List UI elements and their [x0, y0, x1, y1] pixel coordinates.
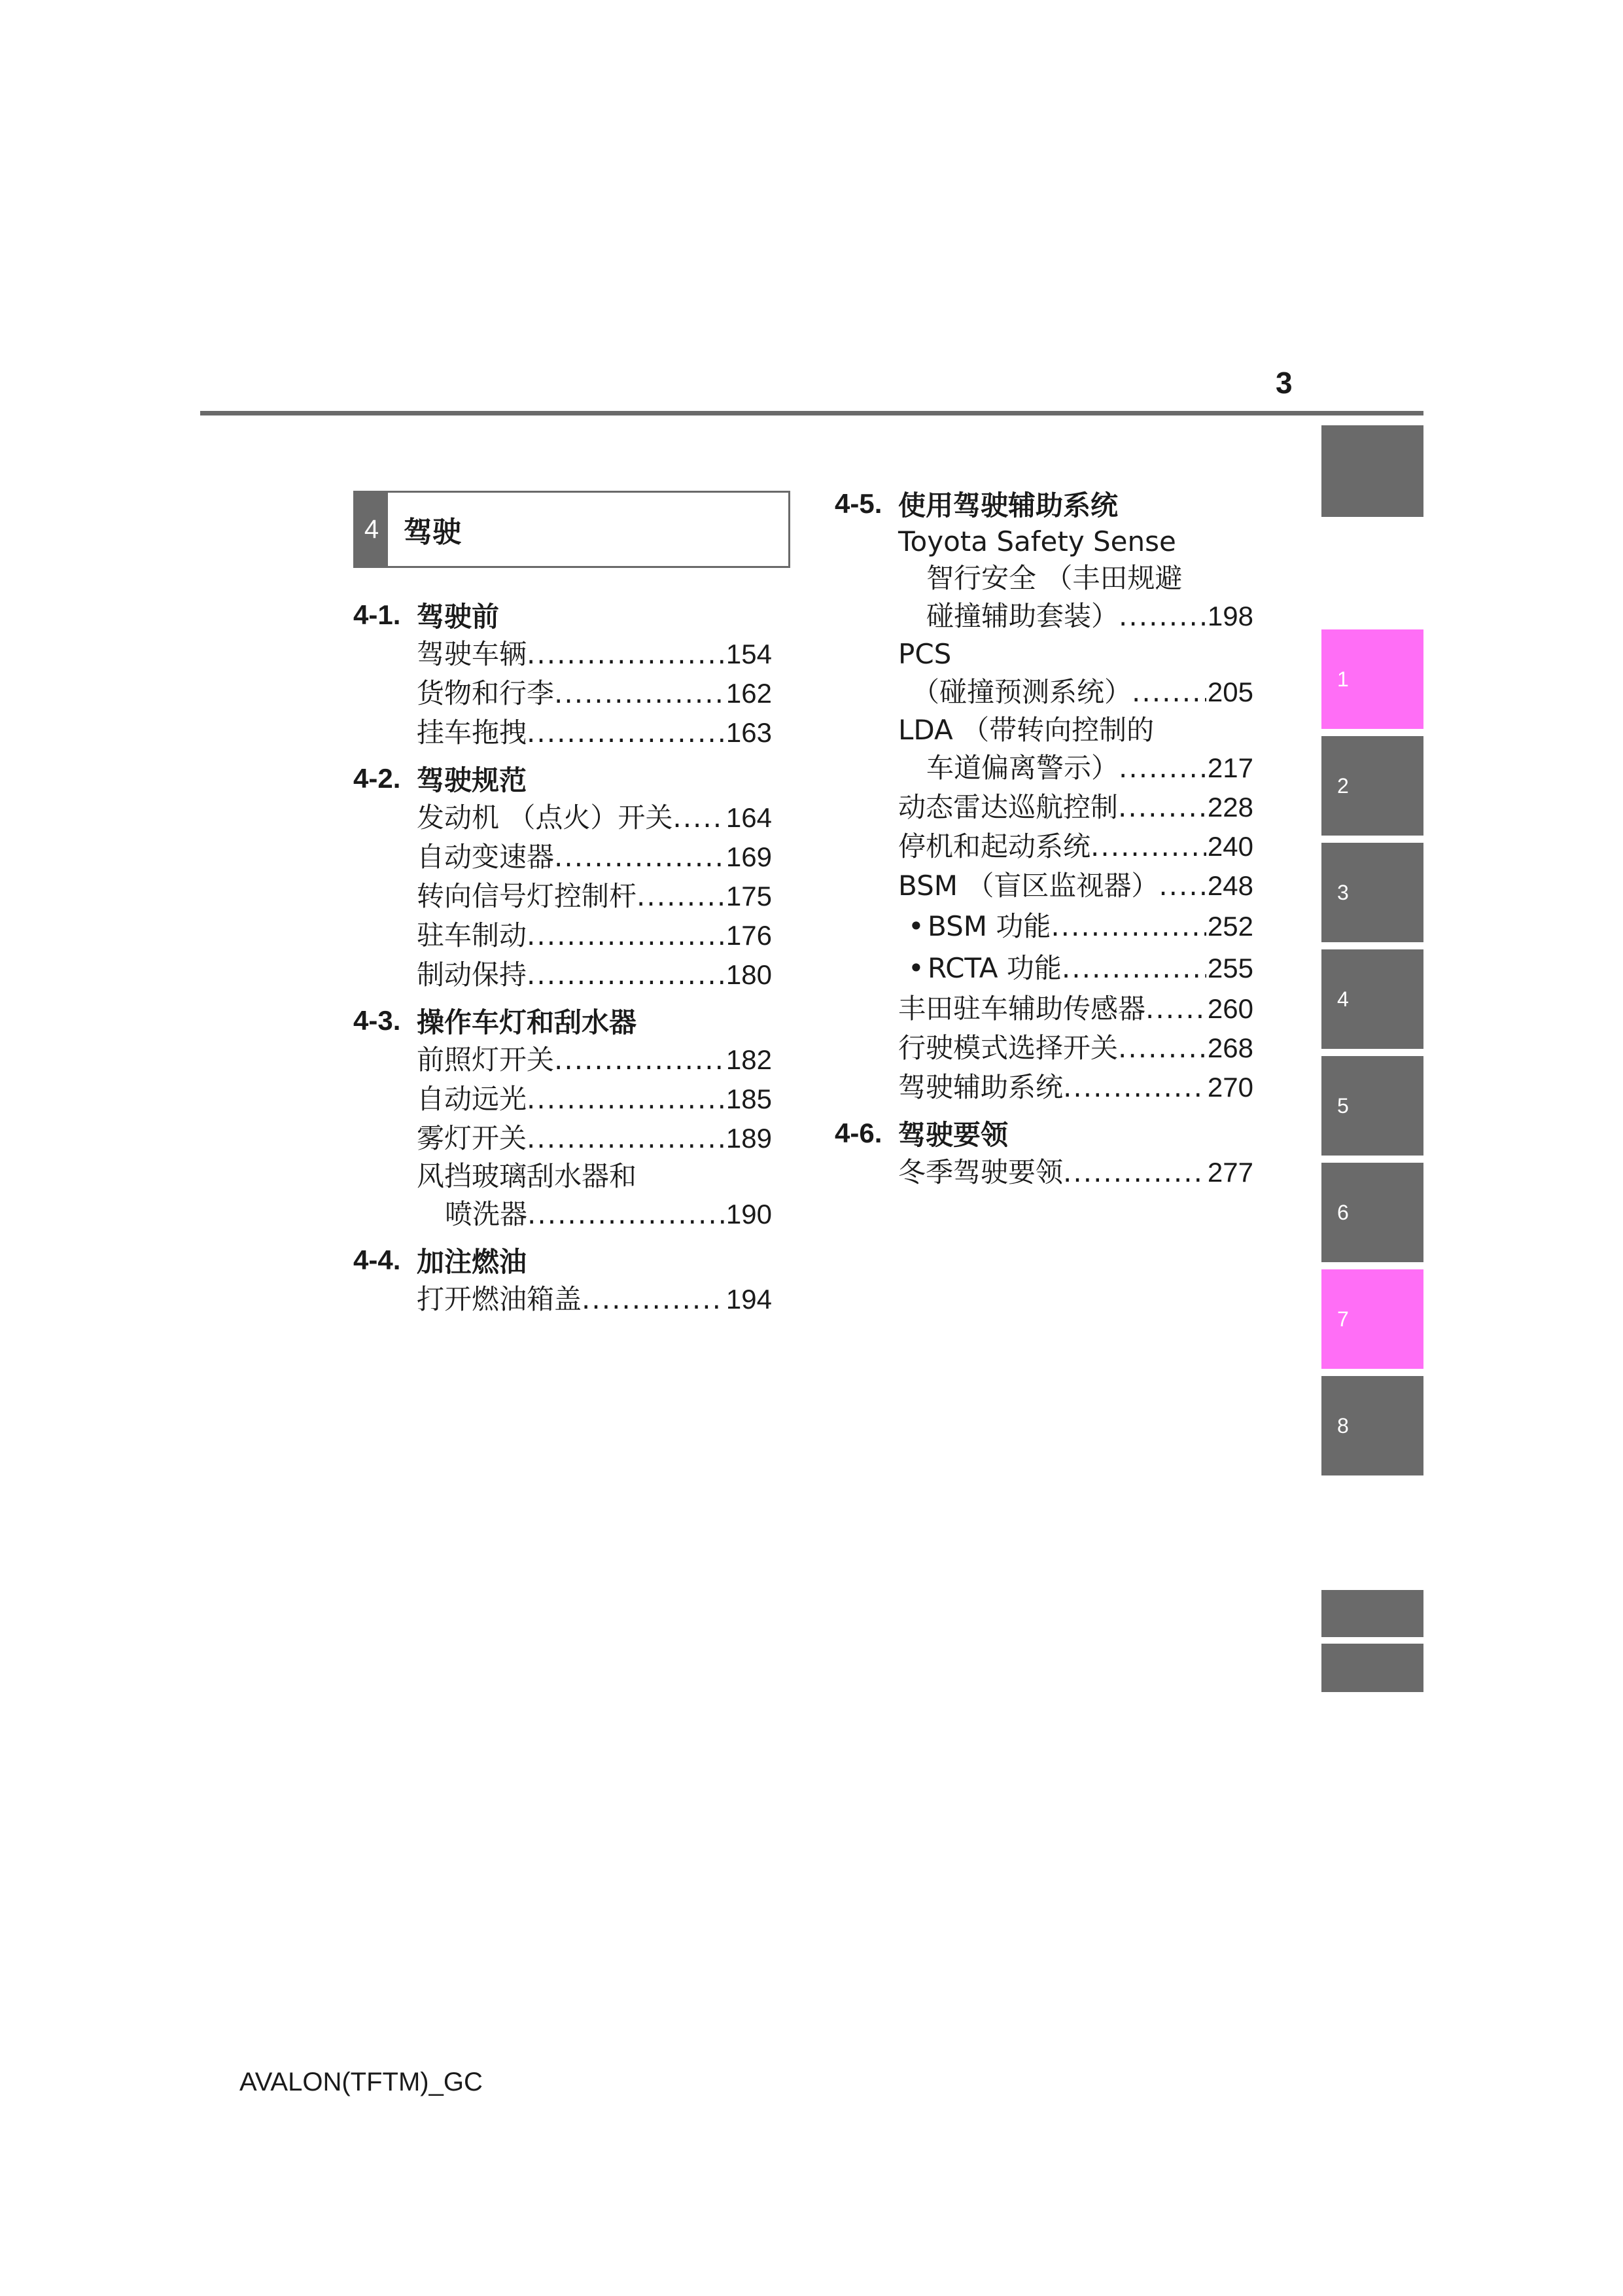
section-number: 4-4.: [353, 1245, 401, 1275]
leader-dots: [1091, 827, 1206, 866]
toc-entry-page: 255: [1207, 953, 1253, 983]
toc-entry-page: 217: [1207, 752, 1253, 783]
chapter-title: 驾驶: [404, 516, 461, 549]
toc-entry-page: 228: [1207, 792, 1253, 822]
leader-dots: [527, 713, 725, 752]
toc-entry[interactable]: [898, 1029, 1253, 1068]
toc-entry-page: 180: [725, 959, 772, 990]
toc-entry-page: 190: [725, 1199, 772, 1229]
chapter-header: [353, 491, 790, 568]
toc-entry-label: 发动机 （点火）开关: [417, 802, 673, 834]
section-number: 4-1.: [353, 599, 401, 630]
toc-entry-label: 自动远光: [417, 1083, 527, 1115]
side-tab-2[interactable]: 2: [1321, 736, 1423, 836]
toc-entry-label: 转向信号灯控制杆: [417, 880, 637, 912]
toc-entry[interactable]: [417, 877, 772, 916]
toc-entry-label: 自动变速器: [417, 841, 555, 873]
toc-entry-label: 制动保持: [417, 959, 527, 991]
side-tab-blank-lower-2[interactable]: [1321, 1644, 1423, 1692]
toc-entry[interactable]: [912, 673, 1253, 712]
toc-entry[interactable]: [898, 827, 1253, 866]
toc-entry-page: 260: [1207, 993, 1253, 1024]
leader-dots: [637, 877, 725, 916]
toc-entry-label: 驾驶辅助系统: [898, 1071, 1064, 1103]
toc-entry[interactable]: [417, 916, 772, 955]
toc-entry[interactable]: [417, 838, 772, 877]
toc-entry-label: 前照灯开关: [417, 1044, 555, 1076]
leader-dots: [1063, 1153, 1206, 1192]
toc-entry-page: 270: [1207, 1072, 1253, 1103]
toc-entry[interactable]: [898, 1153, 1253, 1192]
toc-entry-label: 车道偏离警示）: [926, 752, 1119, 784]
toc-entry-wrapped-line1[interactable]: PCS: [898, 638, 952, 670]
toc-entry-label: 喷洗器: [445, 1198, 528, 1230]
leader-dots: [1145, 989, 1206, 1029]
toc-entry-label: 冬季驾驶要领: [898, 1156, 1064, 1188]
leader-dots: [527, 1119, 725, 1158]
toc-left-column: [353, 595, 772, 1319]
section-number: 4-2.: [353, 763, 401, 794]
toc-entry-page: 185: [725, 1084, 772, 1114]
side-tab-blank-lower-1[interactable]: [1321, 1590, 1423, 1637]
section-number: 4-5.: [835, 488, 882, 519]
toc-entry-wrapped-line2[interactable]: 智行安全 （丰田规避: [926, 562, 1183, 594]
toc-entry-label: 行驶模式选择开关: [898, 1032, 1119, 1064]
toc-entry-label: （碰撞预测系统）: [912, 676, 1132, 708]
toc-entry[interactable]: [898, 866, 1253, 906]
section-heading[interactable]: [353, 759, 772, 798]
toc-entry-page: 277: [1207, 1157, 1253, 1188]
side-tab-5[interactable]: 5: [1321, 1056, 1423, 1156]
toc-entry-label: 打开燃油箱盖: [417, 1283, 582, 1315]
leader-dots: [1062, 947, 1206, 989]
bullet-icon: •: [908, 952, 924, 984]
leader-dots: [554, 674, 725, 713]
toc-entry[interactable]: [417, 1040, 772, 1080]
toc-entry-page: 252: [1207, 911, 1253, 942]
toc-entry-page: 198: [1207, 601, 1253, 631]
toc-entry-label: 驻车制动: [417, 919, 527, 951]
toc-entry-page: 154: [725, 639, 772, 669]
section-title: 驾驶前: [417, 601, 500, 633]
toc-entry-label: 碰撞辅助套装）: [926, 600, 1119, 632]
toc-entry-page: 176: [725, 920, 772, 951]
toc-entry-page: 175: [725, 881, 772, 911]
toc-entry-label: 雾灯开关: [417, 1122, 527, 1154]
page-number: 3: [1276, 366, 1293, 400]
bullet-icon: •: [908, 910, 924, 942]
section-heading[interactable]: [835, 484, 1253, 523]
toc-entry-label: 货物和行李: [417, 677, 555, 709]
side-tab-3[interactable]: 3: [1321, 843, 1423, 942]
section-number: 4-3.: [353, 1005, 401, 1036]
toc-entry-label: 驾驶车辆: [417, 638, 527, 670]
toc-entry-page: 268: [1207, 1033, 1253, 1063]
chapter-number: 4: [355, 493, 388, 566]
toc-entry-label: 停机和起动系统: [898, 830, 1091, 862]
toc-entry-wrapped-line1[interactable]: 风挡玻璃刮水器和: [417, 1160, 637, 1192]
toc-entry[interactable]: [417, 955, 772, 995]
leader-dots: [554, 1040, 725, 1080]
toc-entry-label: 丰田驻车辅助传感器: [898, 993, 1146, 1025]
section-heading[interactable]: [353, 595, 772, 635]
leader-dots: [582, 1280, 725, 1319]
leader-dots: [1063, 1068, 1206, 1107]
leader-dots: [527, 916, 725, 955]
leader-dots: [527, 1080, 725, 1119]
toc-bullet-entry[interactable]: [908, 947, 1253, 989]
toc-entry[interactable]: [417, 713, 772, 752]
toc-entry[interactable]: [898, 788, 1253, 827]
leader-dots: [554, 838, 725, 877]
leader-dots: [1118, 1029, 1206, 1068]
document-footer: AVALON(TFTM)_GC: [239, 2068, 483, 2096]
toc-entry-page: 164: [725, 802, 772, 833]
leader-dots: [1119, 597, 1206, 636]
header-rule: [200, 411, 1423, 415]
section-heading[interactable]: [835, 1114, 1253, 1153]
toc-entry-label: 动态雷达巡航控制: [898, 791, 1119, 823]
toc-entry[interactable]: [926, 597, 1253, 636]
toc-entry[interactable]: [898, 1068, 1253, 1107]
section-title: 驾驶规范: [417, 764, 527, 796]
toc-entry-page: 189: [725, 1123, 772, 1154]
toc-entry-wrapped-line1[interactable]: LDA （带转向控制的: [898, 714, 1155, 746]
toc-entry-label: 挂车拖拽: [417, 716, 527, 749]
toc-entry-wrapped-line1[interactable]: Toyota Safety Sense: [898, 525, 1176, 557]
leader-dots: [527, 955, 725, 995]
side-tab-7[interactable]: 7: [1321, 1269, 1423, 1369]
toc-entry-page: 162: [725, 678, 772, 709]
toc-entry-page: 205: [1207, 677, 1253, 707]
toc-entry-page: 240: [1207, 831, 1253, 862]
toc-entry-page: 169: [725, 841, 772, 872]
toc-entry[interactable]: [926, 749, 1253, 788]
leader-dots: [1118, 788, 1206, 827]
toc-entry-page: 163: [725, 717, 772, 748]
leader-dots: [527, 1195, 725, 1234]
leader-dots: [672, 798, 725, 838]
section-title: 加注燃油: [417, 1246, 527, 1278]
toc-entry-label: BSM （盲区监视器）: [898, 870, 1159, 902]
toc-entry[interactable]: [417, 798, 772, 838]
toc-entry[interactable]: [445, 1195, 772, 1234]
leader-dots: [1119, 749, 1206, 788]
toc-entry[interactable]: [417, 1119, 772, 1158]
section-title: 操作车灯和刮水器: [417, 1006, 637, 1038]
toc-bullet-entry[interactable]: [908, 906, 1253, 947]
leader-dots: [1132, 673, 1206, 712]
toc-entry-label: RCTA 功能: [928, 952, 1062, 984]
leader-dots: [527, 635, 725, 674]
section-number: 4-6.: [835, 1118, 882, 1148]
section-title: 使用驾驶辅助系统: [898, 489, 1119, 521]
side-tab-4[interactable]: 4: [1321, 949, 1423, 1049]
section-title: 驾驶要领: [898, 1119, 1009, 1151]
side-tab-1[interactable]: 1: [1321, 629, 1423, 729]
side-tab-blank-top[interactable]: [1321, 425, 1423, 517]
toc-entry[interactable]: [417, 635, 772, 674]
toc-right-column: [835, 484, 1253, 1192]
toc-entry-page: 182: [725, 1044, 772, 1075]
toc-entry[interactable]: [417, 674, 772, 713]
toc-entry[interactable]: [417, 1080, 772, 1119]
toc-entry-page: 248: [1207, 870, 1253, 901]
leader-dots: [1051, 906, 1206, 947]
toc-entry-page: 194: [725, 1284, 772, 1315]
section-heading[interactable]: [353, 1241, 772, 1280]
section-heading[interactable]: [353, 1001, 772, 1040]
side-tab-8[interactable]: 8: [1321, 1376, 1423, 1475]
leader-dots: [1159, 866, 1206, 906]
toc-entry[interactable]: [417, 1280, 772, 1319]
toc-entry-label: BSM 功能: [928, 910, 1051, 942]
side-tab-6[interactable]: 6: [1321, 1163, 1423, 1262]
toc-entry[interactable]: [898, 989, 1253, 1029]
